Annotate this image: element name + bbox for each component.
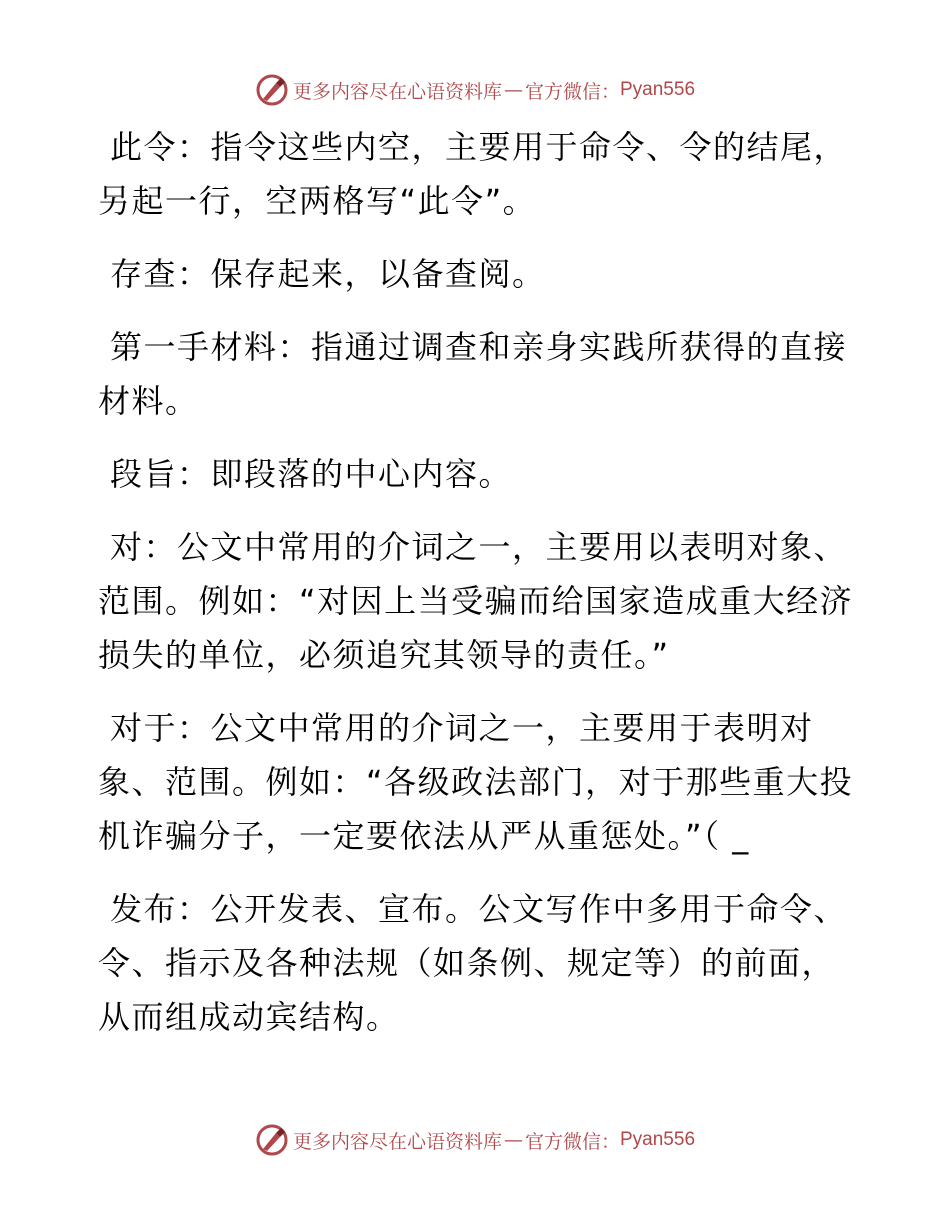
entry-duanzhi: 段旨：即段落的中心内容。 bbox=[110, 455, 513, 493]
entry-cuncha: 存查：保存起来，以备查阅。 bbox=[110, 255, 546, 293]
footer-watermark bbox=[0, 1122, 950, 1158]
header-watermark bbox=[0, 72, 950, 108]
entry-dui: 对：公文中常用的介词之一，主要用以表明对象、范围。例如：“对因上当受骗而给国家造成重大经济损失的单位，必须追究其领导的责任。” bbox=[98, 528, 854, 674]
watermark-site-text: 更多内容尽在心语资料库 bbox=[292, 80, 502, 103]
watermark-contact-id: Pyan556 bbox=[620, 79, 696, 100]
watermark-contact-label: 官方微信： bbox=[524, 1130, 620, 1153]
watermark-contact-label: 官方微信： bbox=[524, 80, 620, 103]
watermark-dash: — bbox=[503, 1129, 523, 1151]
watermark-site-text: 更多内容尽在心语资料库 bbox=[292, 1130, 502, 1153]
entry-ciling: 此令：指令这些内空，主要用于命令、令的结尾，另起一行，空两格写“此令”。 bbox=[98, 128, 848, 220]
watermark-dash: — bbox=[503, 79, 523, 101]
entry-fabu: 发布：公开发表、宣布。公文写作中多用于命令、令、指示及各种法规（如条例、规定等）的前面，从而组成动宾结构。 bbox=[98, 890, 848, 1036]
pen-logo-icon bbox=[255, 1123, 289, 1157]
pen-logo-icon bbox=[255, 73, 289, 107]
entry-duiyu: 对于：公文中常用的介词之一，主要用于表明对象、范围。例如：“各级政法部门，对于那些重大投机诈骗分子，一定要依法从严从重惩处。”（ _ bbox=[98, 709, 854, 855]
watermark-contact-id: Pyan556 bbox=[620, 1129, 696, 1150]
entry-diyishou-cailiao: 第一手材料：指通过调查和亲身实践所获得的直接材料。 bbox=[98, 328, 848, 420]
document-body bbox=[98, 120, 858, 1063]
